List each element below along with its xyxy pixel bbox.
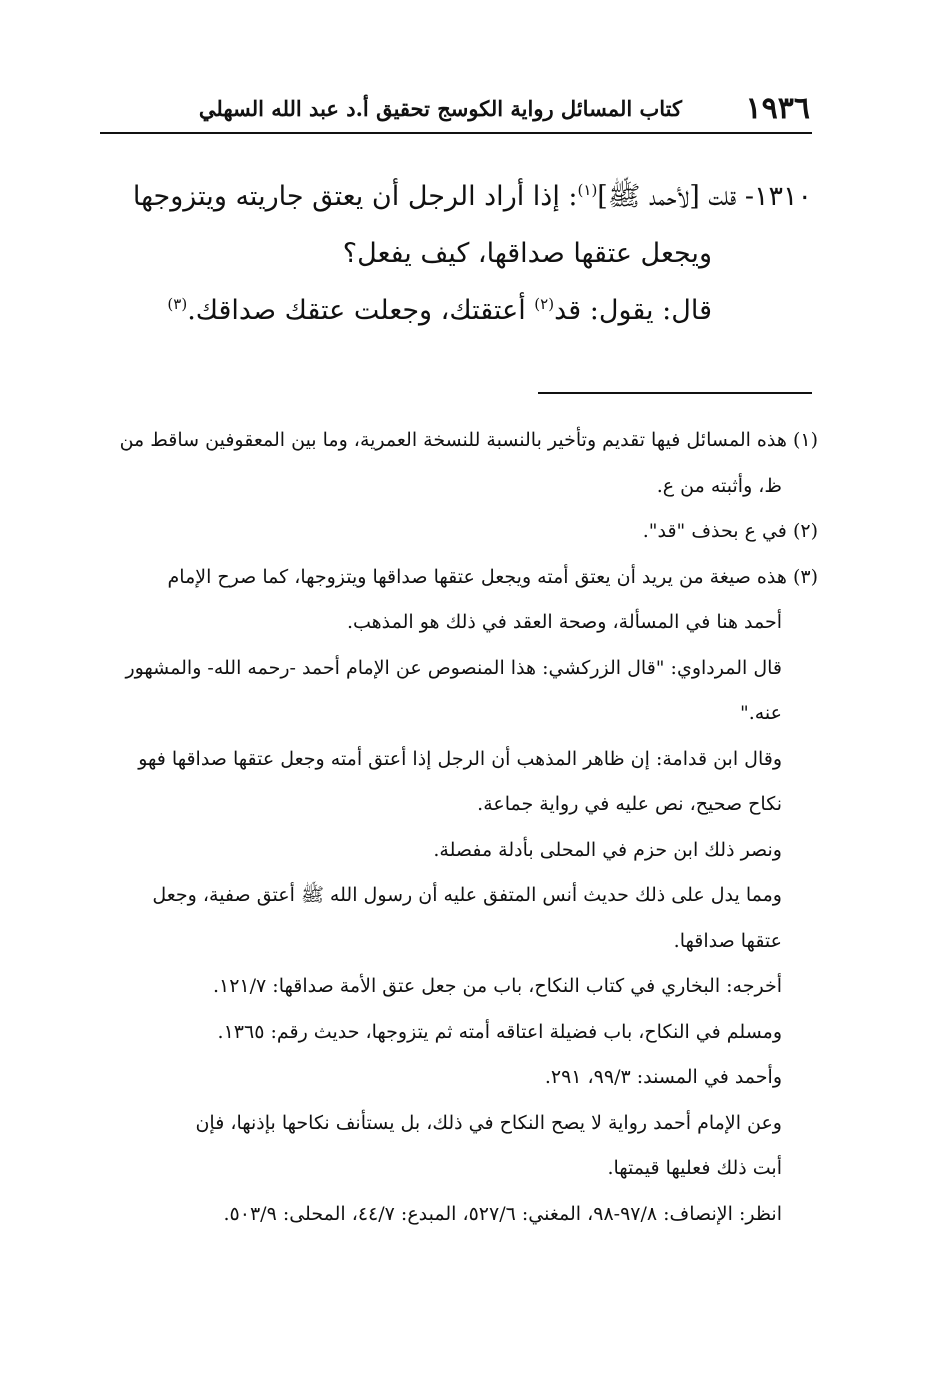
footnote-3-line: أخرجه: البخاري في كتاب النكاح، باب من جعل عتق الأمة صداقها: ١٢١/٧. [212,975,782,997]
footnote-1: (١) هذه المسائل فيها تقديم وتأخير بالنسبة للنسخة العمرية، وما بين المعقوفين ساقط من ظ، وأثبته من ع. [119,429,818,497]
running-title: كتاب المسائل رواية الكوسج تحقيق أ.د عبد الله السهلي [198,96,682,121]
footnote-2: (٢) في ع بحذف "قد". [642,520,818,542]
footnote-3-line: نكاح صحيح، نص عليه في رواية جماعة. [477,793,782,815]
footnote-number: (٣) [792,565,818,588]
footnote-separator [538,392,812,394]
main-line-3: قال: يقول: قد$^{(٢)}$ أعتقتك، وجعلت عتقك صداقك.$^{(٣)}$ [167,295,712,326]
header-rule [100,132,812,134]
footnote-3-line: وأحمد في المسند: ٩٩/٣، ٢٩١. [544,1066,782,1088]
footnote-3-line: عتقها صداقها. [673,929,782,952]
footnote-ref-3[interactable]: (٣) [167,295,188,313]
main-line-2: ويجعل عتقها صداقها، كيف يفعل؟ [342,238,712,269]
main-text [100,168,812,339]
footnote-3-line: ونصر ذلك ابن حزم في المحلى بأدلة مفصلة. [433,838,782,861]
footnote-number: (١) [792,429,818,451]
page-header [100,88,812,130]
main-line-1: ١٣١٠- قلت [لأحمد ﷺ]$^{(١)}$: إذا أراد الرجل أن يعتق جاريته ويتزوجها [132,181,812,212]
footnote-3-line: ومما يدل على ذلك حديث أنس المتفق عليه أن رسول الله ﷺ أعتق صفية، وجعل [152,884,782,906]
footnote-3-line: انظر: الإنصاف: ٩٧/٨-٩٨، المغني: ٥٢٧/٦، المبدع: ٤٤/٧، المحلى: ٥٠٣/٩. [223,1202,782,1225]
footnote-3-line: وقال ابن قدامة: إن ظاهر المذهب أن الرجل إذا أعتق أمته وجعل عتقها صداقها فهو [138,747,782,770]
footnote-3-line: عنه." [739,702,782,724]
footnote-3: (٣) هذه صيغة من يريد أن يعتق أمته ويجعل عتقها صداقها ويتزوجها، كما صرح الإمام أحمد هنا في المسألة، وصحة العقد في ذلك هو المذهب. قال المرداوي: "قال الزركشي: هذا المنصوص عن الإمام أحمد -رحمه الله- والمشهور عنه." وقال ابن قدامة: إن ظاهر المذهب أن الرجل إذا أعتق أمته وجعل عتقها صداقها فهو نكاح صحيح، نص عليه في رواية جماعة. ونصر ذلك ابن حزم في المحلى بأدلة مفصلة. ومما يدل على ذلك حديث أنس المتفق عليه أن رسول الله ﷺ أعتق صفية، وجعل عتقها صداقها. أخرجه: البخاري في كتاب النكاح، باب من جعل عتق الأمة صداقها: ١٢١/٧. ومسلم في النكاح، باب فضيلة اعتاقه أمته ثم يتزوجها، حديث رقم: ١٣٦٥. وأحمد في المسند: ٩٩/٣، ٢٩١. وعن الإمام أحمد رواية لا يصح النكاح في ذلك، بل يستأنف نكاحها بإذنها، فإن أبت ذلك فعليها قيمتها. انظر: الإنصاف: ٩٧/٨-٩٨، المغني: ٥٢٧/٦، المبدع: ٤٤/٧، المحلى: ٥٠٣/٩. [100,555,818,1238]
footnote-3-line: ومسلم في النكاح، باب فضيلة اعتاقه أمته ثم يتزوجها، حديث رقم: ١٣٦٥. [217,1020,782,1043]
footnote-ref-2[interactable]: (٢) [534,295,555,313]
footnote-3-line: وعن الإمام أحمد رواية لا يصح النكاح في ذلك، بل يستأنف نكاحها بإذنها، فإن [195,1111,782,1134]
footnotes [100,418,818,1237]
footnote-ref-1[interactable]: (١) [577,181,598,199]
footnote-3-line: قال المرداوي: "قال الزركشي: هذا المنصوص عن الإمام أحمد -رحمه الله- والمشهور [125,656,782,679]
page-number: ١٩٣٦ [745,91,810,126]
footnote-3-line: أبت ذلك فعليها قيمتها. [607,1157,782,1179]
footnote-number: (٢) [792,520,818,542]
